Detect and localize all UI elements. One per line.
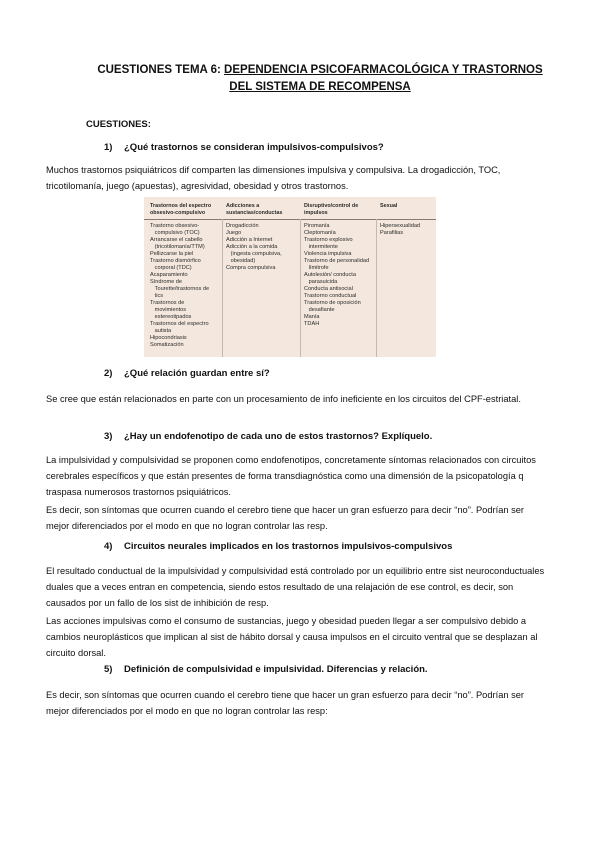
table-cell: compulsivo (TOC) (150, 230, 200, 236)
table-cell: corporal (TDC) (150, 265, 192, 271)
table-cell: estereotipados (150, 314, 192, 320)
question-number: 2) (104, 368, 113, 379)
question-1 (104, 142, 384, 153)
table-cell: Arrancarse el cabello (150, 237, 203, 243)
question-4 (104, 541, 452, 552)
table-cell: Trastorno conductual (304, 293, 357, 299)
table-cell: tics (150, 293, 164, 299)
document-title (60, 62, 580, 96)
table-cell: Manía (304, 314, 320, 320)
table-cell: Trastorno de personalidad (304, 258, 370, 264)
table-cell: (tricotilomanía/TTM) (150, 244, 205, 250)
table-cell: movimientos (150, 307, 187, 313)
table-cell: Cleptomanía (304, 230, 336, 236)
title-prefix: CUESTIONES TEMA 6: (97, 64, 225, 76)
table-cell: Trastornos de (150, 300, 185, 306)
question-text: ¿Qué trastornos se consideran impulsivos-compulsivos? (124, 142, 384, 153)
answer-4-paragraph-2: Las acciones impulsivas como el consumo de sustancias, juego y obesidad pueden llegar a ser compulsivo debido a cambios neuroplásticos que implican al sist de hábito dorsal y causa impulsos en el circuito ventral que se desplazan al circuito dorsal. (46, 616, 538, 658)
title-underlined-2: DEL SISTEMA DE RECOMPENSA (229, 81, 411, 93)
answer-3-paragraph-1: La impulsividad y compulsividad se proponen como endofenotipos, concretamente síntomas relacionados con circuitos cerebrales específicos y que están presentes de forma transdiagnóstica como una dimensión de la psicopatología q traspasa numerosos trastornos psiquiátricos. (46, 455, 536, 497)
answer-4-paragraph-1: El resultado conductual de la impulsividad y compulsividad está controlado por un equilibrio entre sist neuroconductuales duales que a veces entran en competencia, siendo estos resultado de una relajación de ese control, es decir, son causados por un fallo de los sist de inhibición de resp. (46, 566, 545, 608)
table-cell: Hipocondriasis (150, 335, 187, 341)
table-cell: autista (150, 328, 172, 334)
table-header: Adicciones a sustancias/conductas (226, 203, 283, 216)
table-cell: TDAH (304, 321, 320, 327)
question-2 (104, 368, 270, 379)
answer-2: Se cree que están relacionados en parte con un procesamiento de info ineficiente en los circuitos del CPF-estriatal. (46, 394, 521, 404)
table-column (380, 223, 420, 237)
table-cell: Trastornos del espectro (150, 321, 209, 327)
table-cell: Trastorno dismórfico (150, 258, 201, 264)
question-number: 4) (104, 541, 113, 552)
question-number: 3) (104, 431, 113, 442)
table-cell: obesidad) (226, 258, 256, 264)
table-cell: parasuicida (304, 279, 338, 285)
table-cell: Drogadicción (226, 223, 259, 229)
table-cell: Parafilias (380, 230, 404, 236)
table-cell: Conducta antisocial (304, 286, 353, 292)
question-text: ¿Qué relación guardan entre sí? (124, 368, 270, 379)
question-text: Definición de compulsividad e impulsividad. Diferencias y relación. (124, 664, 428, 675)
table-column-divider (376, 219, 377, 357)
disorder-spectrum-table (144, 197, 436, 357)
table-header: Sexual (380, 203, 398, 209)
table-header: Trastornos del espectro obsesivo-compulsivo (150, 203, 212, 216)
table-column-divider (222, 219, 223, 357)
table-cell: intermitente (304, 244, 338, 250)
table-cell: Tourette/trastornos de (150, 286, 210, 292)
question-5 (104, 664, 428, 675)
table-cell: Adicción a la comida (226, 244, 278, 250)
question-number: 5) (104, 664, 113, 675)
table-cell: Piromanía (304, 223, 330, 229)
table-header: Disruptivo/control de impulsos (304, 203, 359, 216)
question-text: ¿Hay un endofenotipo de cada uno de estos trastornos? Explíquelo. (124, 431, 433, 442)
question-3 (104, 431, 432, 442)
table-cell: Violencia impulsiva (304, 251, 352, 257)
question-text: Circuitos neurales implicados en los trastornos impulsivos-compulsivos (124, 541, 453, 552)
table-cell: Trastorno explosivo (304, 237, 353, 243)
table-column (226, 223, 282, 272)
table-cell: Trastorno obsesivo- (150, 223, 200, 229)
table-cell: Somatización (150, 342, 184, 348)
table-cell: desafiante (304, 307, 335, 313)
question-number: 1) (104, 142, 113, 153)
table-cell: Pellizcarse la piel (150, 251, 194, 257)
table-cell: Autolesión/ conducta (304, 272, 356, 278)
table-column-divider (300, 219, 301, 357)
table-divider (144, 219, 436, 220)
answer-3-paragraph-2: Es decir, son síntomas que ocurren cuando el cerebro tiene que hacer un gran esfuerzo para decir “no”. Podrían ser mejor diferenciados por el modo en que no logran controlar las resp. (46, 505, 525, 531)
table-cell: Adicción a Internet (226, 237, 273, 243)
table-cell: Compra compulsiva (226, 265, 276, 271)
table-cell: límitrofe (304, 265, 329, 271)
table-cell: Trastorno de oposición (304, 300, 361, 306)
table-cell: Hipersexualidad (380, 223, 421, 229)
title-underlined-1: DEPENDENCIA PSICOFARMACOLÓGICA Y TRASTORNOS (224, 64, 543, 76)
table-cell: (ingesta compulsiva, (226, 251, 282, 257)
section-label: CUESTIONES: (86, 119, 151, 130)
answer-5: Es decir, son síntomas que ocurren cuando el cerebro tiene que hacer un gran esfuerzo para decir “no”. Podrían ser mejor diferenciados por el modo en que no logran controlar las resp: (46, 690, 525, 716)
answer-1: Muchos trastornos psiquiátricos dif comparten las dimensiones impulsiva y compulsiva. La drogadicción, TOC, tricotilomanía, juego (apuestas), agresividad, obesidad y otros trastornos. (46, 165, 501, 191)
table-cell: Acaparamiento (150, 272, 188, 278)
table-cell: Síndrome de (150, 279, 183, 285)
table-column (150, 223, 209, 349)
table-cell: Juego (226, 230, 242, 236)
table-column (304, 223, 369, 328)
